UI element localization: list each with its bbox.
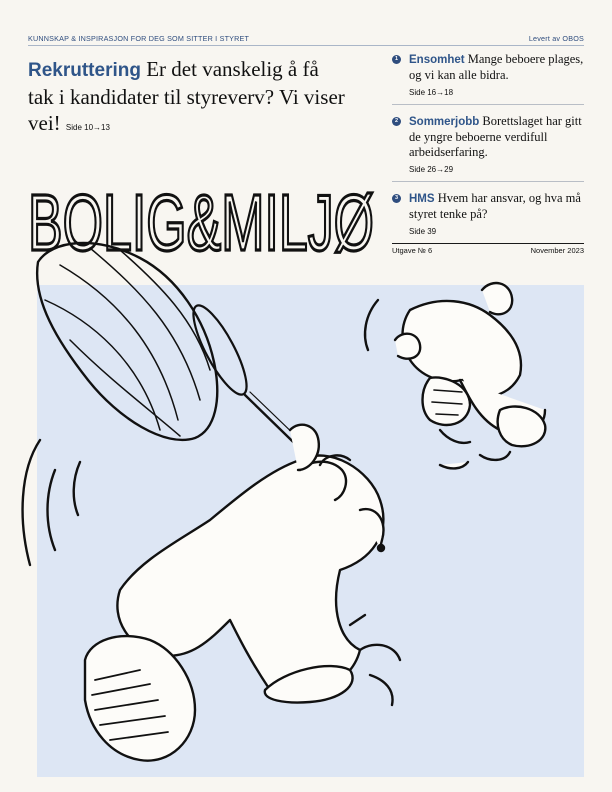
masthead-logo <box>26 188 376 258</box>
headline-text: Er det vanskelig å få tak i kandidater til styreverv? Vi viser vei! <box>28 57 345 135</box>
teaser-page-ref: Side 26→29 <box>409 165 454 174</box>
teaser-kicker: Ensomhet <box>409 54 465 66</box>
teaser-number: 3 <box>392 194 401 203</box>
teaser-kicker: HMS <box>409 193 435 205</box>
teaser-text: Borettslaget har gitt de yngre beboerne verdifull arbeidserfaring. <box>409 114 582 159</box>
teaser-number: 2 <box>392 117 401 126</box>
headline-kicker: Rekruttering <box>28 60 141 81</box>
teaser-text: Hvem har ansvar, og hva må styret tenke på? <box>409 191 581 221</box>
teaser-kicker: Sommerjobb <box>409 116 480 128</box>
teaser-number: 1 <box>392 55 401 64</box>
teaser-page-ref: Side 16→18 <box>409 88 454 97</box>
runner-hand <box>395 334 420 359</box>
masthead-title: BOLIG&MILJØ <box>28 188 374 258</box>
issue-info <box>392 246 584 255</box>
tagline: KUNNSKAP & INSPIRASJON FOR DEG SOM SITTER I STYRET <box>28 33 250 43</box>
teaser-text: Mange beboere plages, og vi kan alle bidra. <box>409 52 584 82</box>
issue-number: Utgave № 6 <box>392 246 433 255</box>
publisher-credit: Levert av OBOS <box>528 33 584 43</box>
teaser-page-ref: Side 39 <box>409 227 437 236</box>
headline-page-ref: Side 10→13 <box>65 123 110 132</box>
issue-date: November 2023 <box>530 246 584 255</box>
